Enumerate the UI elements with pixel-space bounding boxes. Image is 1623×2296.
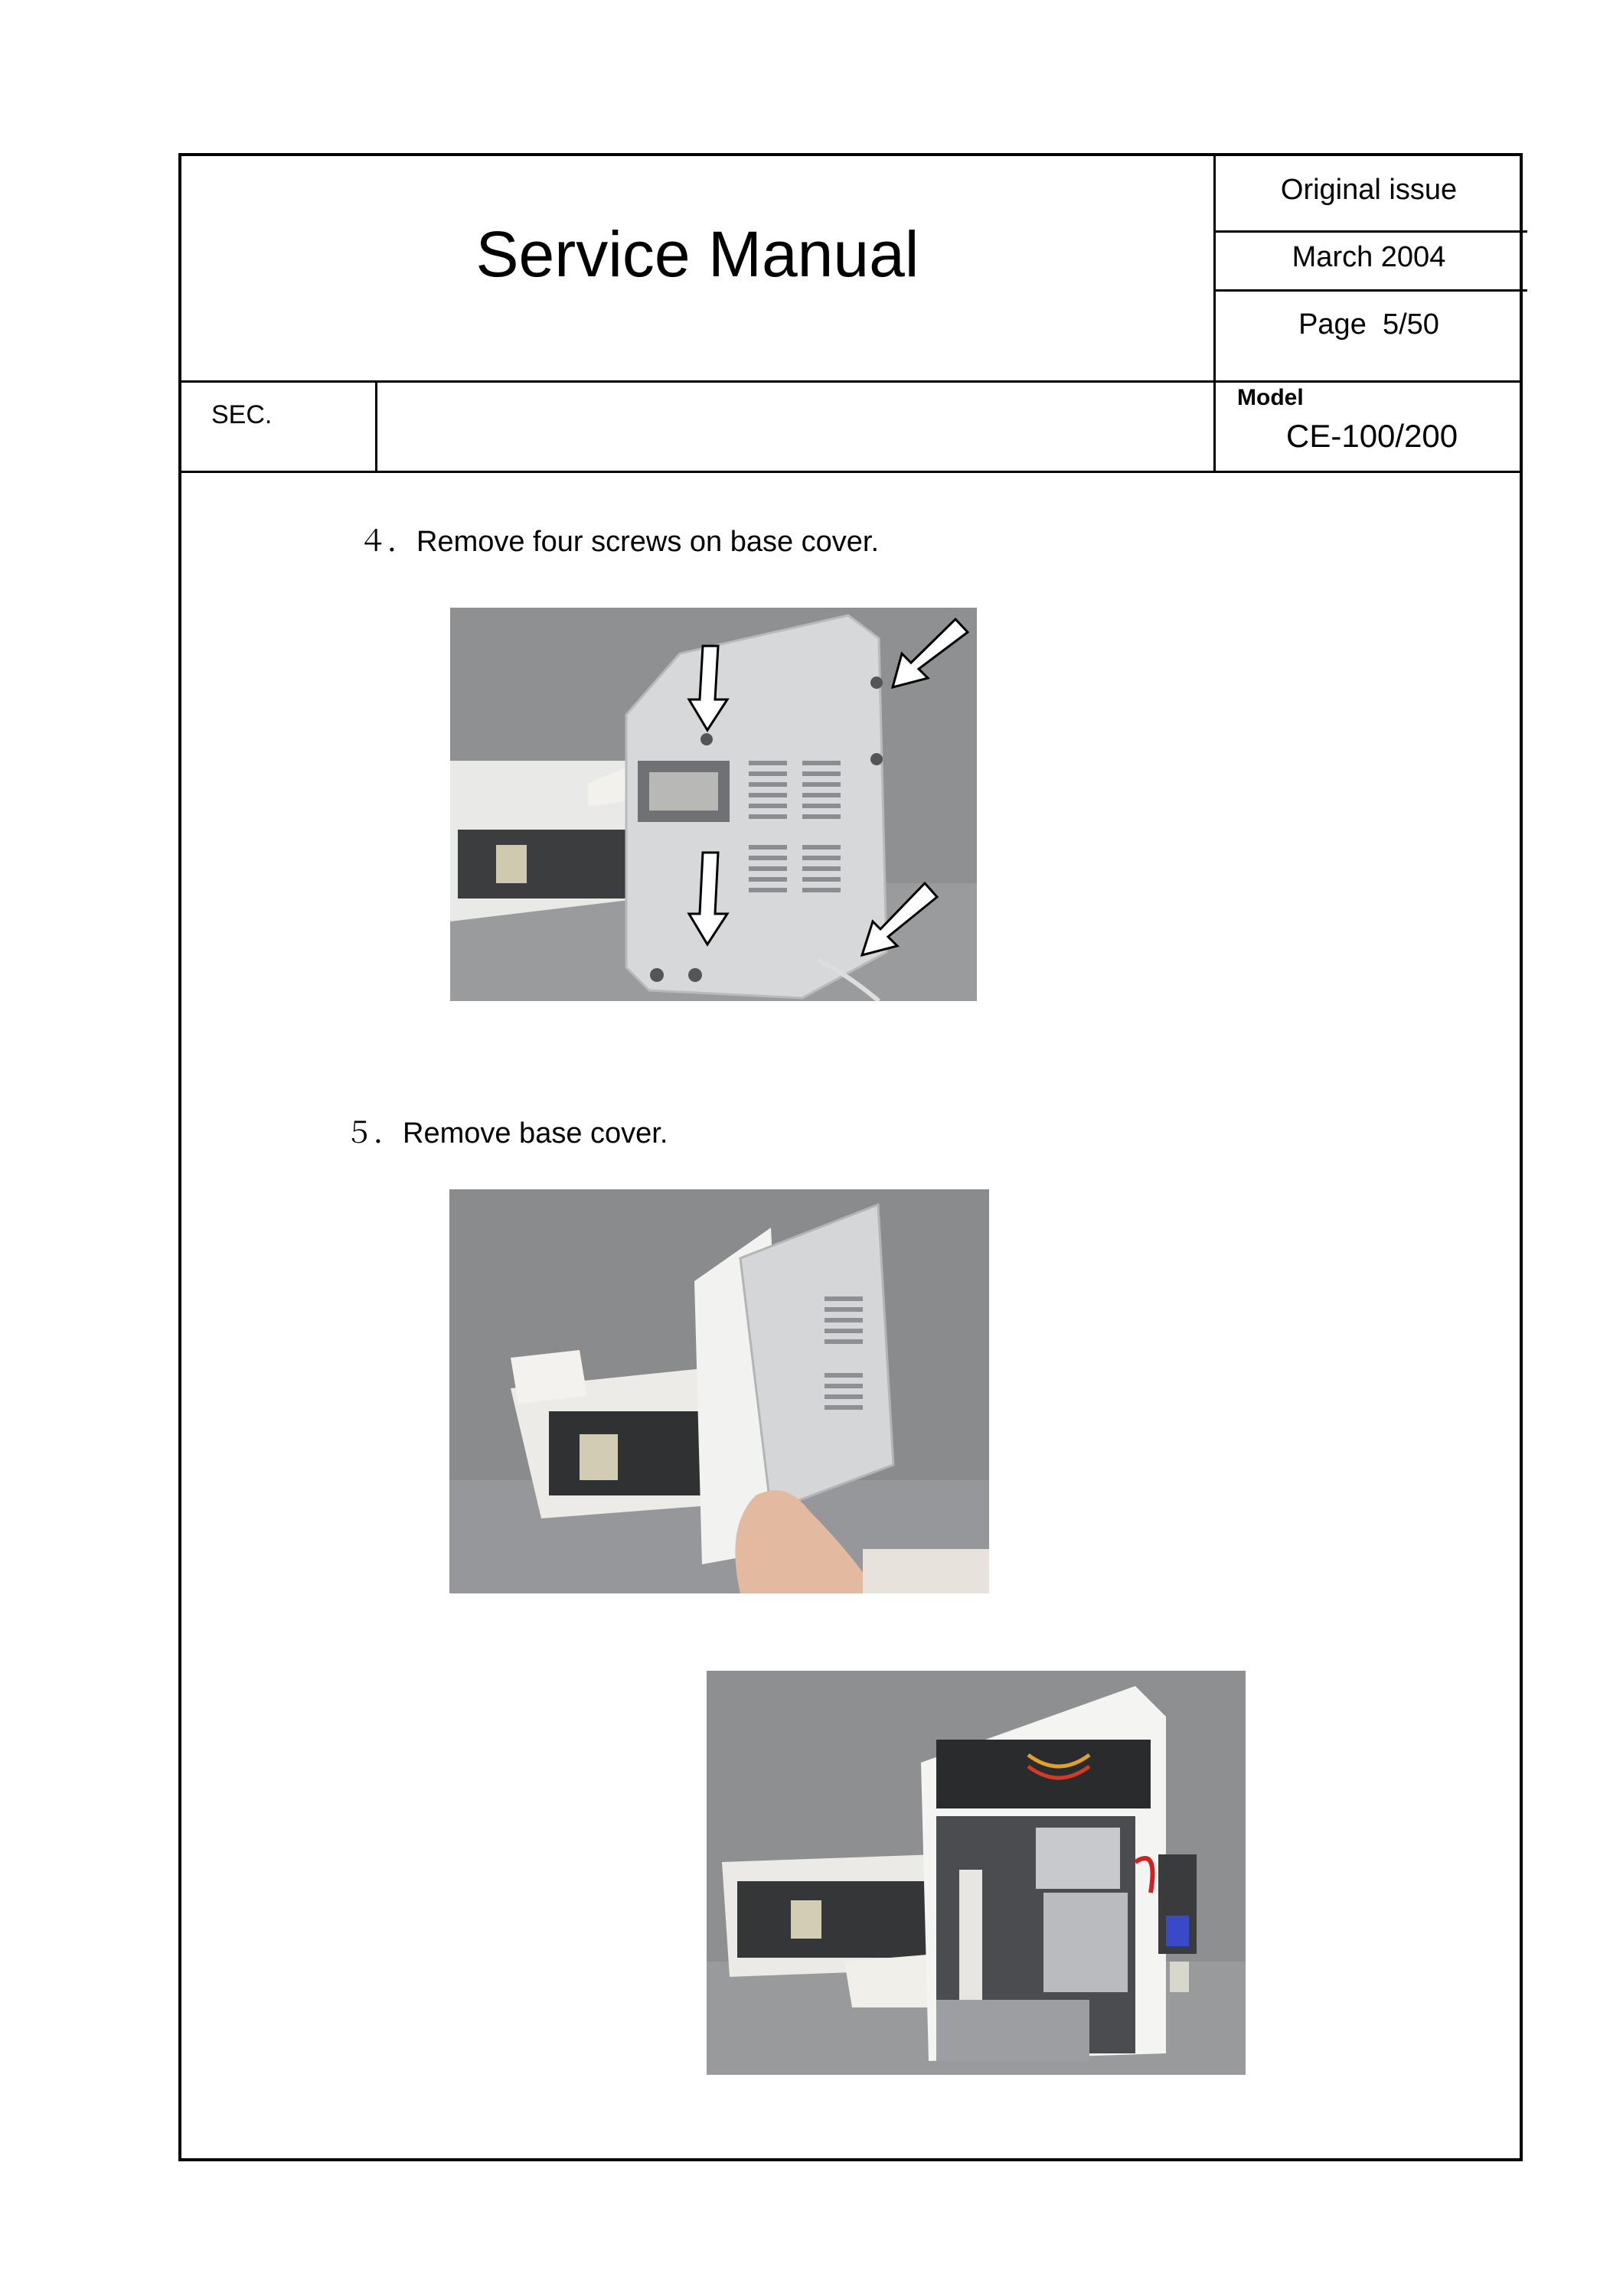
photo-base-cover-screws [450, 608, 977, 1001]
photo-removing-base-cover [449, 1189, 989, 1593]
date-row-divider [1213, 289, 1527, 292]
page-number: Page 5/50 [1298, 308, 1439, 341]
step-4-text: Remove four screws on base cover. [416, 526, 880, 558]
step-5-text: Remove base cover. [403, 1117, 668, 1150]
page-title: Service Manual [475, 218, 919, 290]
issue-label: Original issue [1280, 174, 1458, 206]
step-5 [345, 1114, 668, 1152]
subheader-divider [178, 471, 1523, 473]
sec-column-line [375, 380, 377, 473]
header-divider [178, 380, 1523, 383]
sec-label: SEC. [211, 400, 273, 429]
photo-base-cover-removed [707, 1671, 1246, 2075]
issue-date: March 2004 [1292, 241, 1446, 273]
issue-row-divider [1213, 230, 1527, 233]
step-4 [358, 523, 879, 560]
step-5-number: ５． [345, 1116, 403, 1150]
model-value: CE-100/200 [1286, 418, 1458, 454]
model-label: Model [1237, 385, 1304, 410]
step-4-number: ４． [358, 524, 417, 558]
